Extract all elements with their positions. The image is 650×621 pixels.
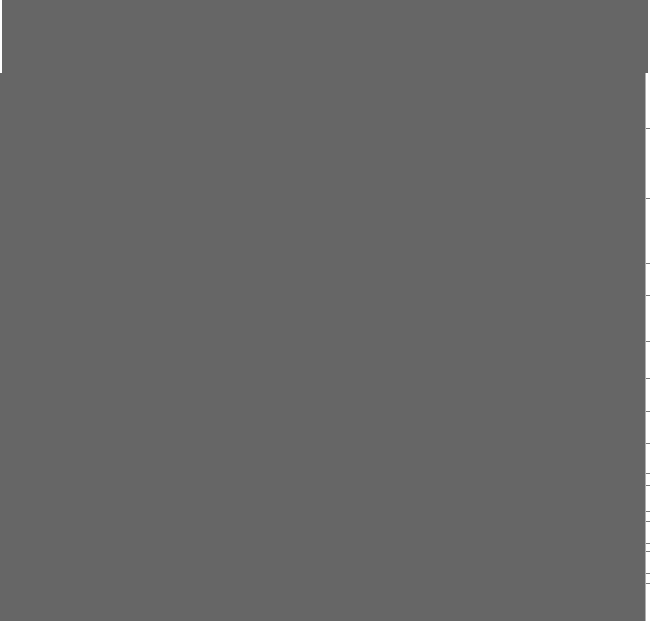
vertical-scrollbar[interactable]: [645, 73, 650, 621]
scrollbar-tick: [646, 295, 650, 296]
scrollbar-tick: [646, 573, 650, 574]
scrollbar-tick: [646, 128, 650, 129]
scrollbar-tick: [646, 443, 650, 444]
scrollbar-tick: [646, 551, 650, 552]
scrollbar-tick: [646, 521, 650, 522]
scrollbar-tick: [646, 378, 650, 379]
scrollbar-tick: [646, 511, 650, 512]
scrollbar-tick: [646, 583, 650, 584]
top-left-edge-strip: [0, 0, 2, 73]
scrollbar-tick: [646, 198, 650, 199]
scrollbar-tick: [646, 473, 650, 474]
scrollbar-tick: [646, 485, 650, 486]
scrollbar-tick: [646, 543, 650, 544]
scrollbar-tick: [646, 263, 650, 264]
scrollbar-tick: [646, 411, 650, 412]
scrollbar-tick: [646, 341, 650, 342]
